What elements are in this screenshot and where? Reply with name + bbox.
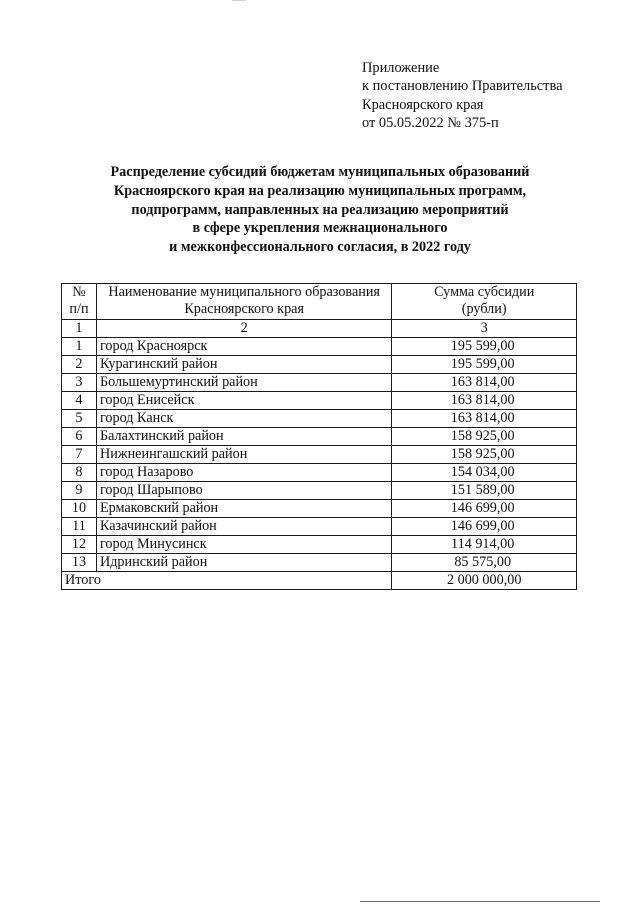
table-header-row: [62, 284, 577, 320]
municipality-name: город Канск: [96, 410, 391, 428]
row-number: 10: [62, 500, 97, 518]
subsidy-amount: 154 034,00: [392, 464, 577, 482]
table-row: [62, 446, 577, 464]
municipality-name: Идринский район: [96, 554, 391, 572]
column-index-row: [62, 320, 577, 338]
row-number: 12: [62, 536, 97, 554]
municipality-name: город Шарыпово: [96, 482, 391, 500]
table-row: [62, 482, 577, 500]
table-row: [62, 518, 577, 536]
bottom-divider: [360, 901, 600, 902]
title-line: и межконфессионального согласия, в 2022 году: [169, 239, 471, 256]
total-amount: 2 000 000,00: [392, 572, 577, 590]
subsidy-table: [61, 283, 577, 590]
table-row: [62, 410, 577, 428]
municipality-name: город Минусинск: [96, 536, 391, 554]
subsidy-amount: 195 599,00: [392, 338, 577, 356]
municipality-name: город Енисейск: [96, 392, 391, 410]
header-subsidy-amount: Сумма субсидии (рубли): [392, 284, 577, 320]
appendix-line: от 05.05.2022 № 375-п: [362, 115, 499, 132]
row-number: 6: [62, 428, 97, 446]
row-number: 9: [62, 482, 97, 500]
appendix-line: Приложение: [362, 60, 440, 76]
row-number: 8: [62, 464, 97, 482]
title-line: подпрограмм, направленных на реализацию мероприятий: [131, 201, 509, 218]
table-row: [62, 338, 577, 356]
subsidy-amount: 163 814,00: [392, 374, 577, 392]
title-line: в сфере укрепления межнационального: [192, 220, 448, 237]
header-number: № п/п: [62, 284, 97, 320]
table-row: [62, 356, 577, 374]
subsidy-amount: 195 599,00: [392, 356, 577, 374]
appendix-line: Красноярского края: [362, 96, 484, 113]
municipality-name: Большемуртинский район: [96, 374, 391, 392]
row-number: 5: [62, 410, 97, 428]
row-number: 13: [62, 554, 97, 572]
row-number: 3: [62, 374, 97, 392]
subsidy-amount: 151 589,00: [392, 482, 577, 500]
subsidy-amount: 85 575,00: [392, 554, 577, 572]
subsidy-amount: 146 699,00: [392, 518, 577, 536]
row-number: 1: [62, 338, 97, 356]
table-row: [62, 392, 577, 410]
total-row: [62, 572, 577, 590]
municipality-name: Нижнеингашский район: [96, 446, 391, 464]
table-row: [62, 374, 577, 392]
total-label: Итого: [62, 572, 392, 590]
column-index: 2: [96, 320, 391, 338]
table-row: [62, 428, 577, 446]
subsidy-amount: 158 925,00: [392, 446, 577, 464]
subsidy-amount: 163 814,00: [392, 410, 577, 428]
row-number: 7: [62, 446, 97, 464]
table-row: [62, 500, 577, 518]
subsidy-amount: 158 925,00: [392, 428, 577, 446]
municipality-name: город Назарово: [96, 464, 391, 482]
subsidy-amount: 163 814,00: [392, 392, 577, 410]
municipality-name: город Красноярск: [96, 338, 391, 356]
appendix-block: [362, 59, 562, 133]
appendix-line: к постановлению Правительства: [362, 78, 563, 95]
table-row: [62, 464, 577, 482]
municipality-name: Казачинский район: [96, 518, 391, 536]
municipality-name: Ермаковский район: [96, 500, 391, 518]
scan-mark: [232, 0, 246, 4]
row-number: 11: [62, 518, 97, 536]
header-municipality-name: Наименование муниципального образования Красноярского края: [96, 284, 391, 320]
title-line: Распределение субсидий бюджетам муниципальных образований: [110, 164, 530, 180]
municipality-name: Балахтинский район: [96, 428, 391, 446]
subsidy-amount: 146 699,00: [392, 500, 577, 518]
municipality-name: Курагинский район: [96, 356, 391, 374]
title-line: Красноярского края на реализацию муниципальных программ,: [113, 182, 527, 199]
subsidy-amount: 114 914,00: [392, 536, 577, 554]
row-number: 2: [62, 356, 97, 374]
column-index: 1: [62, 320, 97, 338]
row-number: 4: [62, 392, 97, 410]
column-index: 3: [392, 320, 577, 338]
document-title: [60, 163, 580, 257]
table-row: [62, 554, 577, 572]
table-row: [62, 536, 577, 554]
